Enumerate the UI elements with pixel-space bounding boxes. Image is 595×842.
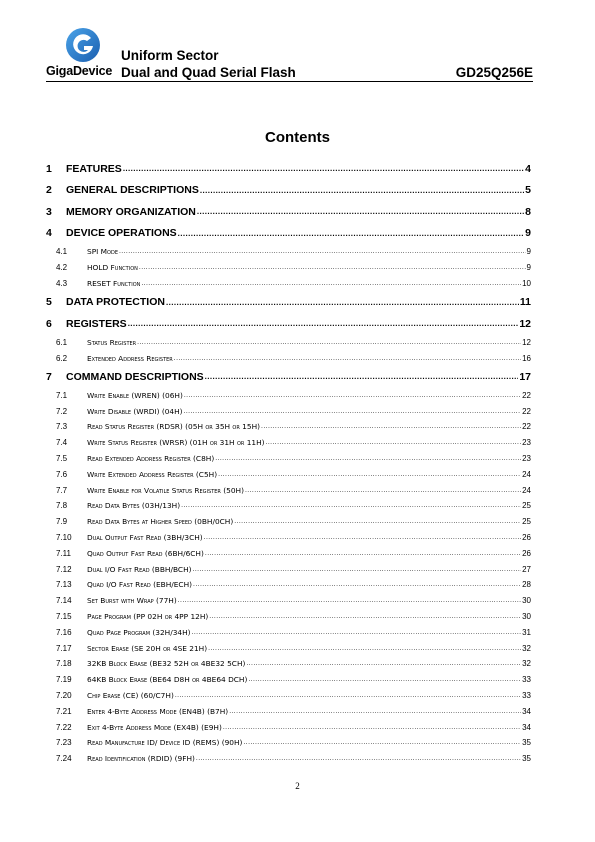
header-divider bbox=[46, 81, 533, 82]
toc-entry[interactable] bbox=[46, 530, 531, 546]
toc-entry-number: 7.12 bbox=[56, 564, 72, 574]
toc-entry[interactable] bbox=[46, 180, 531, 202]
toc-entry[interactable] bbox=[46, 719, 531, 735]
dot-leader bbox=[246, 660, 521, 667]
toc-entry-page: 22 bbox=[522, 390, 531, 400]
toc-entry[interactable] bbox=[46, 751, 531, 767]
toc-entry-number: 7.17 bbox=[56, 643, 72, 653]
toc-entry-number: 7.14 bbox=[56, 596, 72, 606]
dot-leader bbox=[261, 423, 521, 430]
toc-entry-title: Write Enable for Volatile Status Register (50H) bbox=[87, 485, 244, 495]
toc-entry-title: Dual I/O Fast Read (BBH/BCH) bbox=[87, 564, 192, 574]
dot-leader bbox=[141, 280, 521, 287]
dot-leader bbox=[243, 739, 521, 746]
toc-entry-title: Dual Output Fast Read (3BH/3CH) bbox=[87, 533, 203, 543]
toc-entry-title: 64KB Block Erase (BE64 D8H or 4BE64 DCH) bbox=[87, 675, 248, 685]
dot-leader bbox=[218, 471, 521, 478]
dot-leader bbox=[139, 264, 526, 271]
toc-entry-number: 7.21 bbox=[56, 706, 72, 716]
toc-entry-title: Read Extended Address Register (C8H) bbox=[87, 454, 215, 464]
dot-leader bbox=[215, 455, 521, 462]
company-logo bbox=[46, 26, 118, 80]
toc-entry-page: 25 bbox=[522, 501, 531, 511]
toc-entry-page: 30 bbox=[522, 596, 531, 606]
dot-leader bbox=[248, 676, 521, 683]
toc-entry-number: 7.6 bbox=[56, 469, 68, 479]
toc-entry-title: Write Extended Address Register (C5H) bbox=[87, 469, 218, 479]
toc-entry[interactable] bbox=[46, 419, 531, 435]
header-product-line1: Uniform Sector bbox=[121, 48, 219, 63]
toc-entry[interactable] bbox=[46, 561, 531, 577]
toc-entry[interactable] bbox=[46, 482, 531, 498]
toc-entry-number: 6 bbox=[46, 317, 52, 330]
dot-leader bbox=[166, 298, 519, 307]
dot-leader bbox=[181, 502, 521, 509]
dot-leader bbox=[184, 392, 521, 399]
toc-entry-number: 7.13 bbox=[56, 580, 72, 590]
logo-text: GigaDevice bbox=[46, 64, 113, 78]
dot-leader bbox=[175, 692, 521, 699]
toc-entry[interactable] bbox=[46, 313, 531, 335]
toc-entry-title: REGISTERS bbox=[66, 317, 127, 330]
toc-entry-title: GENERAL DESCRIPTIONS bbox=[66, 184, 199, 197]
dot-leader bbox=[123, 164, 524, 173]
dot-leader bbox=[197, 207, 524, 216]
toc-entry[interactable] bbox=[46, 624, 531, 640]
toc-entry-number: 7.5 bbox=[56, 454, 68, 464]
dot-leader bbox=[174, 355, 521, 362]
toc-entry-number: 7.15 bbox=[56, 612, 72, 622]
toc-entry-number: 7.19 bbox=[56, 675, 72, 685]
toc-entry-number: 2 bbox=[46, 184, 52, 197]
toc-entry[interactable] bbox=[46, 451, 531, 467]
dot-leader bbox=[209, 613, 521, 620]
toc-entry-page: 31 bbox=[522, 627, 531, 637]
toc-entry-number: 7.1 bbox=[56, 390, 68, 400]
toc-entry[interactable] bbox=[46, 498, 531, 514]
toc-entry[interactable] bbox=[46, 609, 531, 625]
toc-entry-page: 34 bbox=[522, 722, 531, 732]
dot-leader bbox=[196, 755, 521, 762]
toc-entry-number: 4.2 bbox=[56, 263, 68, 273]
toc-entry-title: SPI Mode bbox=[87, 247, 118, 257]
toc-entry-page: 26 bbox=[522, 533, 531, 543]
toc-entry[interactable] bbox=[46, 260, 531, 276]
toc-entry-title: Quad Page Program (32H/34H) bbox=[87, 627, 191, 637]
toc-entry-page: 22 bbox=[522, 422, 531, 432]
dot-leader bbox=[223, 724, 521, 731]
toc-entry-page: 12 bbox=[522, 337, 531, 347]
toc-entry-page: 33 bbox=[522, 691, 531, 701]
toc-entry-page: 35 bbox=[522, 754, 531, 764]
toc-entry-page: 23 bbox=[522, 454, 531, 464]
toc-entry-page: 32 bbox=[522, 643, 531, 653]
toc-entry-number: 7.10 bbox=[56, 533, 72, 543]
toc-entry-page: 22 bbox=[522, 406, 531, 416]
toc-entry-number: 6.1 bbox=[56, 337, 68, 347]
toc-entry[interactable] bbox=[46, 688, 531, 704]
toc-entry-title: 32KB Block Erase (BE32 52H or 4BE32 5CH) bbox=[87, 659, 246, 669]
dot-leader bbox=[178, 597, 521, 604]
toc-entry[interactable] bbox=[46, 366, 531, 388]
toc-entry-page: 35 bbox=[522, 738, 531, 748]
dot-leader bbox=[245, 487, 521, 494]
dot-leader bbox=[205, 372, 519, 381]
toc-entry[interactable] bbox=[46, 158, 531, 180]
toc-entry-title: Enter 4-Byte Address Mode (EN4B) (B7H) bbox=[87, 706, 229, 716]
toc-entry-number: 7 bbox=[46, 370, 52, 383]
toc-entry-page: 5 bbox=[525, 184, 531, 197]
toc-entry-page: 8 bbox=[525, 205, 531, 218]
page-header bbox=[46, 26, 533, 82]
dot-leader bbox=[119, 248, 526, 255]
dot-leader bbox=[229, 708, 521, 715]
page-title: Contents bbox=[265, 129, 330, 146]
dot-leader bbox=[178, 229, 525, 238]
page-number: 2 bbox=[295, 781, 300, 791]
toc-entry[interactable] bbox=[46, 276, 531, 292]
toc-entry-title: Read Status Register (RDSR) (05H or 35H or 15H) bbox=[87, 422, 261, 432]
toc-entry-title: Read Identification (RDID) (9FH) bbox=[87, 754, 195, 764]
toc-entry-page: 16 bbox=[522, 353, 531, 363]
toc-entry-page: 26 bbox=[522, 548, 531, 558]
toc-entry-page: 9 bbox=[525, 227, 531, 240]
toc-entry[interactable] bbox=[46, 577, 531, 593]
gigadevice-logo-icon bbox=[64, 26, 102, 64]
toc-entry-number: 6.2 bbox=[56, 353, 68, 363]
toc-entry-page: 12 bbox=[519, 317, 531, 330]
toc-entry[interactable] bbox=[46, 435, 531, 451]
toc-entry-number: 7.16 bbox=[56, 627, 72, 637]
toc-entry-page: 9 bbox=[526, 247, 531, 257]
toc-entry[interactable] bbox=[46, 735, 531, 751]
toc-entry-number: 7.7 bbox=[56, 485, 68, 495]
toc-entry[interactable] bbox=[46, 514, 531, 530]
toc-entry-title: HOLD Function bbox=[87, 263, 138, 273]
toc-entry-number: 7.24 bbox=[56, 754, 72, 764]
toc-entry-number: 7.9 bbox=[56, 517, 68, 527]
toc-entry-page: 28 bbox=[522, 580, 531, 590]
dot-leader bbox=[205, 550, 521, 557]
dot-leader bbox=[184, 408, 522, 415]
toc-entry[interactable] bbox=[46, 350, 531, 366]
toc-entry-title: Extended Address Register bbox=[87, 353, 173, 363]
toc-entry-title: RESET Function bbox=[87, 278, 141, 288]
toc-entry[interactable] bbox=[46, 403, 531, 419]
toc-entry-page: 33 bbox=[522, 675, 531, 685]
dot-leader bbox=[137, 339, 521, 346]
toc-entry-number: 7.2 bbox=[56, 406, 68, 416]
toc-entry[interactable] bbox=[46, 672, 531, 688]
toc-entry-page: 27 bbox=[522, 564, 531, 574]
toc-entry-title: DATA PROTECTION bbox=[66, 296, 165, 309]
toc-entry-number: 7.23 bbox=[56, 738, 72, 748]
toc-entry-number: 7.8 bbox=[56, 501, 68, 511]
toc-entry-number: 3 bbox=[46, 205, 52, 218]
toc-entry[interactable] bbox=[46, 244, 531, 260]
toc-entry-number: 4 bbox=[46, 227, 52, 240]
dot-leader bbox=[204, 534, 521, 541]
toc-entry-title: Write Status Register (WRSR) (01H or 31H or 11H) bbox=[87, 438, 265, 448]
toc-entry[interactable] bbox=[46, 223, 531, 245]
toc-entry[interactable] bbox=[46, 703, 531, 719]
toc-entry-number: 7.20 bbox=[56, 691, 72, 701]
header-part-number: GD25Q256E bbox=[455, 65, 533, 80]
toc-entry-number: 7.22 bbox=[56, 722, 72, 732]
toc-entry[interactable] bbox=[46, 201, 531, 223]
toc-entry-title: DEVICE OPERATIONS bbox=[66, 227, 177, 240]
toc-entry-title: Read Manufacture ID/ Device ID (REMS) (90H) bbox=[87, 738, 243, 748]
toc-entry-page: 9 bbox=[526, 263, 531, 273]
header-product-line2: Dual and Quad Serial Flash bbox=[121, 65, 296, 80]
toc-entry-title: Quad I/O Fast Read (EBH/ECH) bbox=[87, 580, 193, 590]
dot-leader bbox=[200, 186, 524, 195]
toc-entry-page: 30 bbox=[522, 612, 531, 622]
toc-entry-number: 5 bbox=[46, 296, 52, 309]
toc-entry[interactable] bbox=[46, 334, 531, 350]
toc-entry-title: Set Burst with Wrap (77H) bbox=[87, 596, 177, 606]
dot-leader bbox=[193, 566, 522, 573]
toc-entry-page: 23 bbox=[522, 438, 531, 448]
toc-entry[interactable] bbox=[46, 640, 531, 656]
toc-entry-title: Write Disable (WRDI) (04H) bbox=[87, 406, 183, 416]
toc-entry[interactable] bbox=[46, 387, 531, 403]
toc-entry-title: Page Program (PP 02H or 4PP 12H) bbox=[87, 612, 209, 622]
dot-leader bbox=[193, 581, 521, 588]
toc-entry-number: 4.3 bbox=[56, 278, 68, 288]
toc-entry[interactable] bbox=[46, 545, 531, 561]
toc-entry-page: 34 bbox=[522, 706, 531, 716]
toc-entry-title: Sector Erase (SE 20H or 4SE 21H) bbox=[87, 643, 208, 653]
toc-entry-number: 7.18 bbox=[56, 659, 72, 669]
toc-entry-title: Status Register bbox=[87, 337, 137, 347]
toc-entry-title: Exit 4-Byte Address Mode (EX4B) (E9H) bbox=[87, 722, 222, 732]
toc-entry-number: 1 bbox=[46, 162, 52, 175]
toc-entry[interactable] bbox=[46, 291, 531, 313]
toc-entry-title: FEATURES bbox=[66, 162, 122, 175]
toc-entry-number: 7.3 bbox=[56, 422, 68, 432]
toc-entry-number: 7.11 bbox=[56, 548, 71, 558]
dot-leader bbox=[192, 629, 522, 636]
toc-entry-number: 7.4 bbox=[56, 438, 68, 448]
toc-entry-page: 32 bbox=[522, 659, 531, 669]
dot-leader bbox=[128, 319, 519, 328]
toc-entry-number: 4.1 bbox=[56, 247, 68, 257]
toc-entry[interactable] bbox=[46, 656, 531, 672]
dot-leader bbox=[266, 439, 522, 446]
toc-entry[interactable] bbox=[46, 466, 531, 482]
toc-entry-page: 24 bbox=[522, 469, 531, 479]
toc-entry-page: 17 bbox=[519, 370, 531, 383]
toc-entry-title: Chip Erase (CE) (60/C7H) bbox=[87, 691, 174, 701]
toc-entry-title: Read Data Bytes at Higher Speed (0BH/0CH) bbox=[87, 517, 234, 527]
toc-entry-title: MEMORY ORGANIZATION bbox=[66, 205, 196, 218]
toc-entry-title: COMMAND DESCRIPTIONS bbox=[66, 370, 204, 383]
toc-entry-page: 25 bbox=[522, 517, 531, 527]
toc-entry-page: 10 bbox=[522, 278, 531, 288]
toc-entry-title: Write Enable (WREN) (06H) bbox=[87, 390, 183, 400]
toc-entry-title: Read Data Bytes (03H/13H) bbox=[87, 501, 181, 511]
table-of-contents bbox=[46, 158, 531, 767]
toc-entry-title: Quad Output Fast Read (6BH/6CH) bbox=[87, 548, 204, 558]
dot-leader bbox=[234, 518, 521, 525]
dot-leader bbox=[208, 645, 521, 652]
toc-entry-page: 24 bbox=[522, 485, 531, 495]
toc-entry[interactable] bbox=[46, 593, 531, 609]
toc-entry-page: 11 bbox=[519, 296, 531, 309]
toc-entry-page: 4 bbox=[525, 162, 531, 175]
